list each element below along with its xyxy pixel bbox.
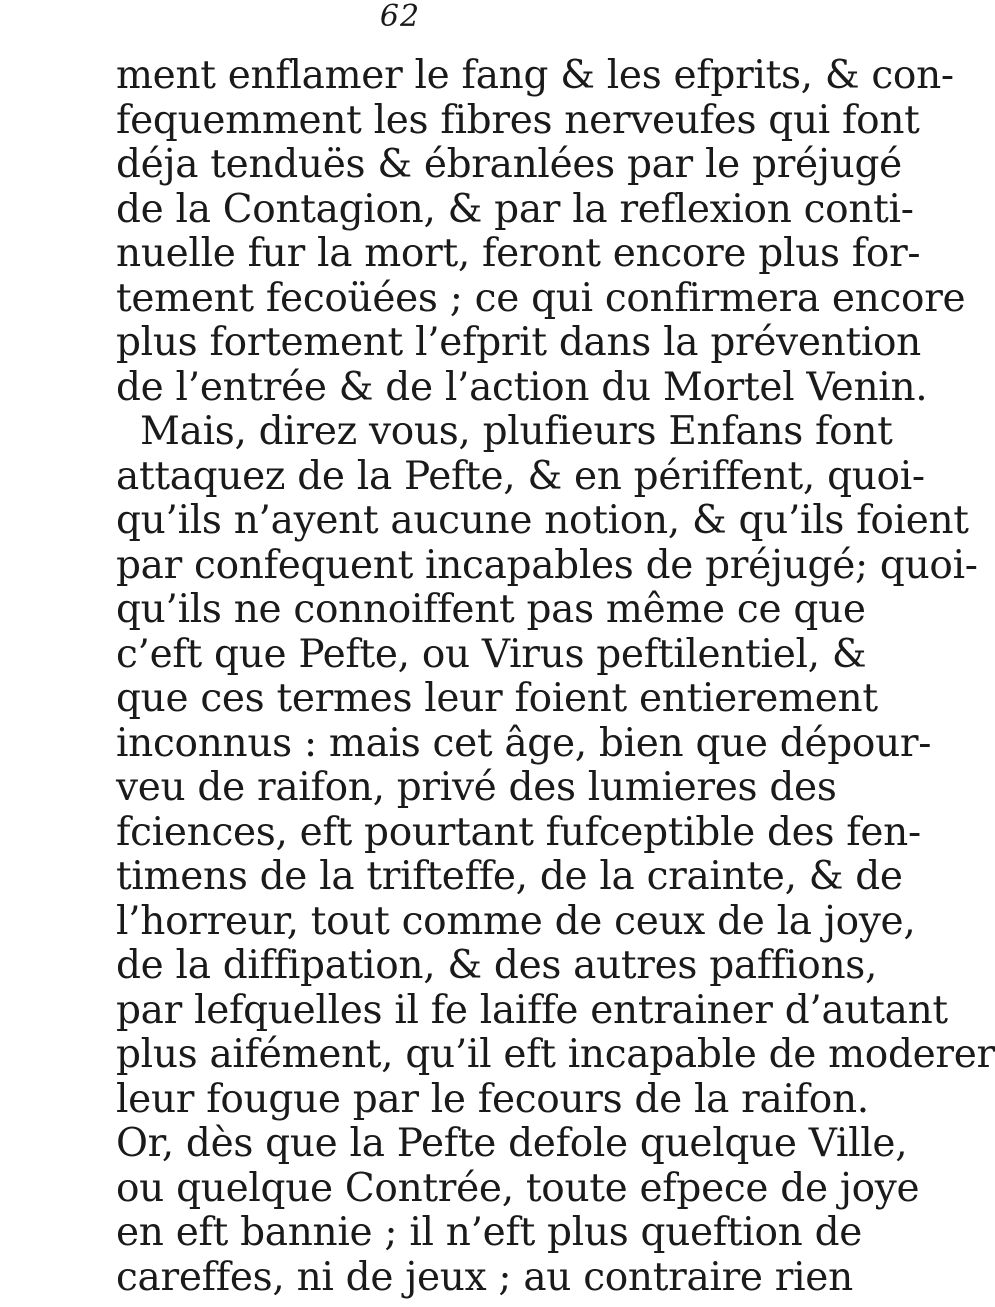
text-line: veu de raifon, privé des lumieres des [116, 765, 837, 810]
text-line: en eft bannie ; il n’eft plus queftion de [116, 1210, 863, 1255]
text-line: que ces termes leur foient entierement [116, 676, 878, 721]
text-line: nuelle fur la mort, feront encore plus for- [116, 231, 921, 276]
text-line: déja tenduës & ébranlées par le préjugé [116, 142, 902, 187]
text-line: de la diffipation, & des autres paffions, [116, 943, 878, 988]
page-number: 62 [379, 0, 421, 34]
text-line: fciences, eft pourtant fufceptible des fen- [116, 809, 921, 855]
text-line: leur fougue par le fecours de la raifon. [116, 1076, 869, 1122]
text-line: ment enflamer le fang & les efprits, & con- [116, 53, 954, 98]
text-line: plus fortement l’efprit dans la prévention [116, 320, 921, 365]
text-line: c’eft que Pefte, ou Virus peftilentiel, & [116, 631, 867, 677]
text-line: par lefquelles il fe laiffe entrainer d’autant [116, 987, 948, 1033]
text-line: qu’ils ne connoiffent pas même ce que [116, 587, 866, 632]
text-line: careffes, ni de jeux ; au contraire rien [116, 1254, 853, 1300]
text-line: plus aifément, qu’il eft incapable de moderer [116, 1032, 995, 1077]
text-line: de l’entrée & de l’action du Mortel Venin. [116, 364, 928, 410]
text-line: qu’ils n’ayent aucune notion, & qu’ils foient [116, 498, 969, 543]
text-line: Mais, direz vous, plufieurs Enfans font [140, 409, 893, 454]
text-line: tement fecoüées ; ce qui confirmera encore [116, 275, 966, 321]
text-line: timens de la trifteffe, de la crainte, & de [116, 854, 903, 899]
text-line: inconnus : mais cet âge, bien que dépour- [116, 720, 932, 766]
text-line: fequemment les fibres nerveufes qui font [116, 97, 920, 143]
text-line: attaquez de la Pefte, & en périffent, quoi- [116, 453, 925, 499]
text-line: par confequent incapables de préjugé; quoi- [116, 542, 978, 588]
text-line: Or, dès que la Pefte defole quelque Ville, [116, 1121, 908, 1166]
text-line: de la Contagion, & par la reflexion conti- [116, 186, 914, 232]
text-line: l’horreur, tout comme de ceux de la joye, [116, 898, 916, 944]
text-line: ou quelque Contrée, toute efpece de joye [116, 1165, 920, 1211]
